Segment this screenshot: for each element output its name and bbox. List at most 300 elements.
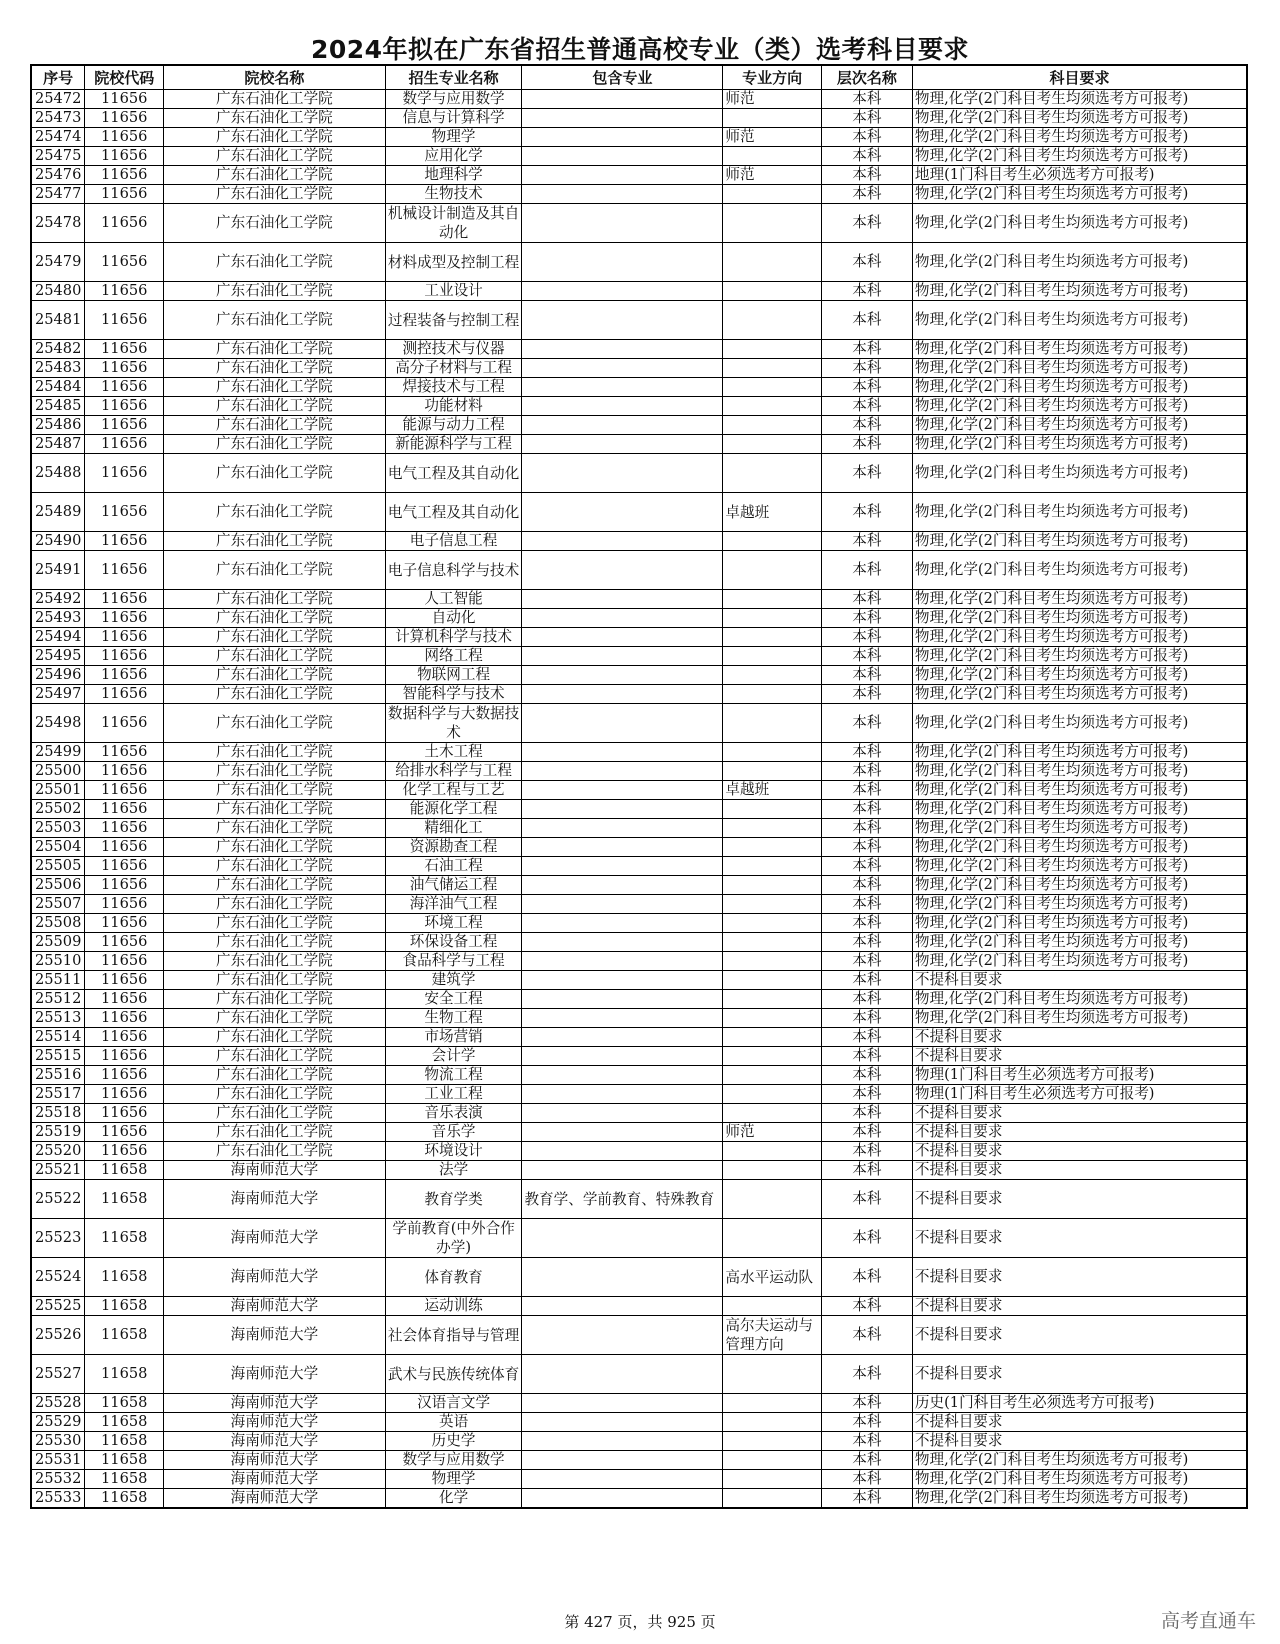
- col-header-direction: 专业方向: [723, 65, 821, 90]
- cell-direction: [723, 147, 821, 166]
- table-row: [31, 454, 1247, 493]
- cell-included-majors: [522, 666, 723, 685]
- table-row: [31, 647, 1247, 666]
- subject-requirement-text: 物理,化学(2门科目考生均须选考方可报考): [914, 503, 1189, 520]
- cell-direction: [723, 1297, 821, 1316]
- subject-requirement-text: 不提科目要求: [914, 1123, 1003, 1140]
- cell-level: 本科: [821, 1394, 912, 1413]
- cell-seq: 25502: [31, 800, 85, 819]
- subject-requirement-text: 不提科目要求: [914, 1142, 1003, 1159]
- cell-seq: 25495: [31, 647, 85, 666]
- cell-school-name: 广东石油化工学院: [164, 147, 386, 166]
- cell-included-majors: [522, 90, 723, 109]
- table-row: [31, 1028, 1247, 1047]
- cell-seq: 25500: [31, 762, 85, 781]
- cell-seq: 25475: [31, 147, 85, 166]
- cell-included-majors: [522, 1085, 723, 1104]
- table-row: [31, 1297, 1247, 1316]
- cell-subject-req: [912, 1451, 1247, 1470]
- cell-direction: [723, 301, 821, 340]
- cell-major-name: 地理科学: [385, 166, 522, 185]
- table-row: [31, 1104, 1247, 1123]
- subject-requirement-text: 物理,化学(2门科目考生均须选考方可报考): [914, 282, 1189, 299]
- cell-included-majors: [522, 838, 723, 857]
- subject-requirement-text: 物理,化学(2门科目考生均须选考方可报考): [914, 647, 1189, 664]
- subject-requirement-text: 不提科目要求: [914, 1365, 1003, 1382]
- cell-included-majors: [522, 971, 723, 990]
- cell-level: 本科: [821, 454, 912, 493]
- cell-seq: 25487: [31, 435, 85, 454]
- cell-included-majors: [522, 990, 723, 1009]
- cell-subject-req: [912, 416, 1247, 435]
- cell-subject-req: [912, 590, 1247, 609]
- cell-seq: 25514: [31, 1028, 85, 1047]
- cell-school-name: 广东石油化工学院: [164, 416, 386, 435]
- cell-subject-req: [912, 1413, 1247, 1432]
- cell-major-name: 电子信息工程: [385, 532, 522, 551]
- cell-school-name: 广东石油化工学院: [164, 1104, 386, 1123]
- cell-subject-req: [912, 781, 1247, 800]
- subject-requirement-text: 物理,化学(2门科目考生均须选考方可报考): [914, 340, 1189, 357]
- table-row: [31, 532, 1247, 551]
- cell-included-majors: [522, 952, 723, 971]
- cell-subject-req: [912, 1394, 1247, 1413]
- subject-requirement-text: 物理,化学(2门科目考生均须选考方可报考): [914, 857, 1189, 874]
- table-row: [31, 1413, 1247, 1432]
- cell-included-majors: [522, 933, 723, 952]
- cell-level: 本科: [821, 1161, 912, 1180]
- table-row: [31, 1316, 1247, 1355]
- cell-school-name: 广东石油化工学院: [164, 532, 386, 551]
- cell-subject-req: [912, 838, 1247, 857]
- cell-included-majors: [522, 1009, 723, 1028]
- cell-included-majors: [522, 1432, 723, 1451]
- cell-major-name: 电气工程及其自动化: [385, 493, 522, 532]
- cell-school-code: 11658: [85, 1219, 164, 1258]
- cell-seq: 25519: [31, 1123, 85, 1142]
- cell-subject-req: [912, 609, 1247, 628]
- cell-school-name: 广东石油化工学院: [164, 397, 386, 416]
- cell-subject-req: [912, 819, 1247, 838]
- cell-included-majors: [522, 454, 723, 493]
- cell-school-code: 11656: [85, 243, 164, 282]
- cell-school-name: 广东石油化工学院: [164, 704, 386, 743]
- cell-subject-req: [912, 128, 1247, 147]
- cell-major-name: 油气储运工程: [385, 876, 522, 895]
- subject-requirement-text: 物理,化学(2门科目考生均须选考方可报考): [914, 416, 1189, 433]
- cell-direction: [723, 551, 821, 590]
- cell-school-name: 广东石油化工学院: [164, 185, 386, 204]
- cell-included-majors: [522, 204, 723, 243]
- cell-school-code: 11656: [85, 743, 164, 762]
- table-row: [31, 1432, 1247, 1451]
- table-row: [31, 819, 1247, 838]
- cell-direction: [723, 1432, 821, 1451]
- requirements-table: [30, 64, 1248, 1509]
- cell-major-name: 应用化学: [385, 147, 522, 166]
- cell-school-code: 11656: [85, 800, 164, 819]
- subject-requirement-text: 不提科目要求: [914, 1047, 1003, 1064]
- cell-level: 本科: [821, 1085, 912, 1104]
- cell-major-name: 过程装备与控制工程: [385, 301, 522, 340]
- cell-major-name: 物理学: [385, 128, 522, 147]
- col-header-level: 层次名称: [821, 65, 912, 90]
- cell-major-name: 教育学类: [385, 1180, 522, 1219]
- cell-major-name: 石油工程: [385, 857, 522, 876]
- cell-seq: 25494: [31, 628, 85, 647]
- cell-included-majors: [522, 493, 723, 532]
- cell-direction: [723, 1104, 821, 1123]
- cell-level: 本科: [821, 971, 912, 990]
- table-row: [31, 876, 1247, 895]
- cell-seq: 25498: [31, 704, 85, 743]
- cell-school-code: 11656: [85, 933, 164, 952]
- cell-subject-req: [912, 1142, 1247, 1161]
- cell-direction: [723, 1142, 821, 1161]
- cell-included-majors: [522, 1028, 723, 1047]
- cell-school-name: 广东石油化工学院: [164, 378, 386, 397]
- cell-seq: 25472: [31, 90, 85, 109]
- cell-direction: 高水平运动队: [723, 1258, 821, 1297]
- subject-requirement-text: 物理,化学(2门科目考生均须选考方可报考): [914, 685, 1189, 702]
- cell-level: 本科: [821, 1316, 912, 1355]
- cell-subject-req: [912, 147, 1247, 166]
- cell-school-name: 广东石油化工学院: [164, 628, 386, 647]
- cell-subject-req: [912, 857, 1247, 876]
- cell-included-majors: [522, 166, 723, 185]
- cell-seq: 25524: [31, 1258, 85, 1297]
- cell-school-code: 11656: [85, 397, 164, 416]
- cell-school-code: 11656: [85, 1066, 164, 1085]
- cell-school-name: 广东石油化工学院: [164, 838, 386, 857]
- cell-school-code: 11656: [85, 1009, 164, 1028]
- cell-subject-req: [912, 1316, 1247, 1355]
- cell-subject-req: [912, 243, 1247, 282]
- cell-seq: 25480: [31, 282, 85, 301]
- cell-school-code: 11656: [85, 493, 164, 532]
- cell-school-name: 广东石油化工学院: [164, 895, 386, 914]
- cell-seq: 25523: [31, 1219, 85, 1258]
- subject-requirement-text: 物理,化学(2门科目考生均须选考方可报考): [914, 590, 1189, 607]
- cell-included-majors: [522, 1123, 723, 1142]
- cell-level: 本科: [821, 493, 912, 532]
- cell-seq: 25496: [31, 666, 85, 685]
- cell-major-name: 精细化工: [385, 819, 522, 838]
- cell-school-code: 11656: [85, 1142, 164, 1161]
- cell-seq: 25473: [31, 109, 85, 128]
- cell-school-code: 11656: [85, 990, 164, 1009]
- cell-seq: 25520: [31, 1142, 85, 1161]
- cell-major-name: 数学与应用数学: [385, 1451, 522, 1470]
- table-row: [31, 435, 1247, 454]
- cell-direction: [723, 895, 821, 914]
- table-row: [31, 1142, 1247, 1161]
- page-footer: 第 427 页，共 925 页: [564, 1613, 716, 1631]
- cell-school-code: 11656: [85, 838, 164, 857]
- cell-direction: [723, 933, 821, 952]
- table-row: [31, 590, 1247, 609]
- cell-seq: 25518: [31, 1104, 85, 1123]
- cell-subject-req: [912, 914, 1247, 933]
- cell-school-code: 11656: [85, 359, 164, 378]
- cell-direction: [723, 1489, 821, 1509]
- cell-included-majors: [522, 609, 723, 628]
- cell-level: 本科: [821, 628, 912, 647]
- cell-school-name: 广东石油化工学院: [164, 1066, 386, 1085]
- table-row: [31, 685, 1247, 704]
- subject-requirement-text: 物理,化学(2门科目考生均须选考方可报考): [914, 147, 1189, 164]
- cell-seq: 25530: [31, 1432, 85, 1451]
- col-header-seq: 序号: [31, 65, 85, 90]
- subject-requirement-text: 物理,化学(2门科目考生均须选考方可报考): [914, 876, 1189, 893]
- cell-seq: 25525: [31, 1297, 85, 1316]
- cell-direction: [723, 1219, 821, 1258]
- cell-level: 本科: [821, 590, 912, 609]
- cell-seq: 25511: [31, 971, 85, 990]
- table-row: [31, 1355, 1247, 1394]
- cell-included-majors: [522, 1451, 723, 1470]
- cell-major-name: 生物技术: [385, 185, 522, 204]
- cell-direction: [723, 857, 821, 876]
- cell-direction: [723, 340, 821, 359]
- cell-seq: 25528: [31, 1394, 85, 1413]
- cell-school-code: 11656: [85, 1085, 164, 1104]
- cell-included-majors: [522, 551, 723, 590]
- cell-seq: 25515: [31, 1047, 85, 1066]
- table-row: [31, 90, 1247, 109]
- cell-school-name: 广东石油化工学院: [164, 876, 386, 895]
- cell-school-code: 11658: [85, 1316, 164, 1355]
- cell-seq: 25507: [31, 895, 85, 914]
- cell-subject-req: [912, 1047, 1247, 1066]
- cell-included-majors: [522, 1489, 723, 1509]
- cell-school-name: 海南师范大学: [164, 1394, 386, 1413]
- cell-school-code: 11658: [85, 1258, 164, 1297]
- cell-school-name: 广东石油化工学院: [164, 590, 386, 609]
- cell-level: 本科: [821, 435, 912, 454]
- table-row: [31, 1047, 1247, 1066]
- cell-major-name: 法学: [385, 1161, 522, 1180]
- cell-direction: [723, 359, 821, 378]
- subject-requirement-text: 物理,化学(2门科目考生均须选考方可报考): [914, 109, 1189, 126]
- cell-seq: 25486: [31, 416, 85, 435]
- cell-school-code: 11656: [85, 1123, 164, 1142]
- table-row: [31, 340, 1247, 359]
- cell-school-code: 11656: [85, 282, 164, 301]
- cell-school-code: 11656: [85, 857, 164, 876]
- cell-seq: 25504: [31, 838, 85, 857]
- cell-level: 本科: [821, 1219, 912, 1258]
- cell-included-majors: [522, 397, 723, 416]
- cell-included-majors: [522, 1316, 723, 1355]
- cell-seq: 25497: [31, 685, 85, 704]
- cell-direction: [723, 590, 821, 609]
- subject-requirement-text: 物理,化学(2门科目考生均须选考方可报考): [914, 666, 1189, 683]
- cell-subject-req: [912, 800, 1247, 819]
- subject-requirement-text: 物理,化学(2门科目考生均须选考方可报考): [914, 1451, 1189, 1468]
- cell-level: 本科: [821, 532, 912, 551]
- cell-school-name: 广东石油化工学院: [164, 204, 386, 243]
- cell-school-code: 11656: [85, 378, 164, 397]
- cell-major-name: 新能源科学与工程: [385, 435, 522, 454]
- cell-major-name: 音乐表演: [385, 1104, 522, 1123]
- subject-requirement-text: 物理,化学(2门科目考生均须选考方可报考): [914, 895, 1189, 912]
- subject-requirement-text: 物理,化学(2门科目考生均须选考方可报考): [914, 990, 1189, 1007]
- cell-level: 本科: [821, 243, 912, 282]
- cell-direction: [723, 990, 821, 1009]
- cell-major-name: 计算机科学与技术: [385, 628, 522, 647]
- subject-requirement-text: 物理,化学(2门科目考生均须选考方可报考): [914, 628, 1189, 645]
- cell-school-name: 广东石油化工学院: [164, 857, 386, 876]
- cell-school-code: 11656: [85, 1047, 164, 1066]
- cell-school-name: 广东石油化工学院: [164, 762, 386, 781]
- cell-subject-req: [912, 1028, 1247, 1047]
- cell-school-name: 广东石油化工学院: [164, 1123, 386, 1142]
- cell-school-code: 11658: [85, 1355, 164, 1394]
- cell-subject-req: [912, 359, 1247, 378]
- cell-level: 本科: [821, 800, 912, 819]
- cell-included-majors: [522, 876, 723, 895]
- cell-seq: 25484: [31, 378, 85, 397]
- cell-level: 本科: [821, 147, 912, 166]
- cell-school-name: 海南师范大学: [164, 1180, 386, 1219]
- cell-school-code: 11656: [85, 609, 164, 628]
- subject-requirement-text: 不提科目要求: [914, 1413, 1003, 1430]
- cell-subject-req: [912, 895, 1247, 914]
- table-row: [31, 1394, 1247, 1413]
- subject-requirement-text: 不提科目要求: [914, 971, 1003, 988]
- cell-level: 本科: [821, 1104, 912, 1123]
- cell-major-name: 网络工程: [385, 647, 522, 666]
- cell-subject-req: [912, 90, 1247, 109]
- cell-subject-req: [912, 109, 1247, 128]
- cell-direction: [723, 743, 821, 762]
- cell-level: 本科: [821, 378, 912, 397]
- cell-school-code: 11656: [85, 647, 164, 666]
- cell-school-name: 广东石油化工学院: [164, 952, 386, 971]
- table-row: [31, 1470, 1247, 1489]
- cell-school-code: 11656: [85, 301, 164, 340]
- cell-included-majors: [522, 282, 723, 301]
- subject-requirement-text: 不提科目要求: [914, 1326, 1003, 1343]
- cell-major-name: 土木工程: [385, 743, 522, 762]
- cell-level: 本科: [821, 762, 912, 781]
- cell-level: 本科: [821, 1009, 912, 1028]
- table-row: [31, 609, 1247, 628]
- cell-level: 本科: [821, 647, 912, 666]
- cell-level: 本科: [821, 781, 912, 800]
- cell-major-name: 智能科学与技术: [385, 685, 522, 704]
- cell-included-majors: [522, 857, 723, 876]
- cell-major-name: 英语: [385, 1413, 522, 1432]
- cell-level: 本科: [821, 397, 912, 416]
- cell-included-majors: [522, 1394, 723, 1413]
- cell-direction: 卓越班: [723, 781, 821, 800]
- cell-direction: [723, 1413, 821, 1432]
- cell-level: 本科: [821, 301, 912, 340]
- cell-school-name: 广东石油化工学院: [164, 282, 386, 301]
- cell-subject-req: [912, 1123, 1247, 1142]
- cell-school-code: 11656: [85, 666, 164, 685]
- cell-included-majors: [522, 1047, 723, 1066]
- cell-seq: 25529: [31, 1413, 85, 1432]
- cell-school-code: 11656: [85, 914, 164, 933]
- table-row: [31, 762, 1247, 781]
- cell-subject-req: [912, 493, 1247, 532]
- cell-subject-req: [912, 1161, 1247, 1180]
- cell-school-name: 广东石油化工学院: [164, 340, 386, 359]
- cell-subject-req: [912, 876, 1247, 895]
- cell-school-code: 11658: [85, 1451, 164, 1470]
- cell-subject-req: [912, 1104, 1247, 1123]
- cell-major-name: 食品科学与工程: [385, 952, 522, 971]
- cell-direction: 师范: [723, 166, 821, 185]
- cell-subject-req: [912, 1470, 1247, 1489]
- cell-major-name: 数学与应用数学: [385, 90, 522, 109]
- cell-subject-req: [912, 990, 1247, 1009]
- cell-major-name: 化学工程与工艺: [385, 781, 522, 800]
- cell-level: 本科: [821, 990, 912, 1009]
- subject-requirement-text: 物理,化学(2门科目考生均须选考方可报考): [914, 762, 1189, 779]
- subject-requirement-text: 历史(1门科目考生必须选考方可报考): [914, 1394, 1155, 1411]
- subject-requirement-text: 物理,化学(2门科目考生均须选考方可报考): [914, 378, 1189, 395]
- subject-requirement-text: 物理(1门科目考生必须选考方可报考): [914, 1085, 1155, 1102]
- subject-requirement-text: 物理,化学(2门科目考生均须选考方可报考): [914, 714, 1189, 731]
- cell-major-name: 生物工程: [385, 1009, 522, 1028]
- subject-requirement-text: 物理,化学(2门科目考生均须选考方可报考): [914, 819, 1189, 836]
- subject-requirement-text: 物理,化学(2门科目考生均须选考方可报考): [914, 743, 1189, 760]
- cell-included-majors: [522, 704, 723, 743]
- cell-direction: 师范: [723, 90, 821, 109]
- cell-seq: 25476: [31, 166, 85, 185]
- cell-school-code: 11658: [85, 1180, 164, 1219]
- cell-school-name: 广东石油化工学院: [164, 551, 386, 590]
- cell-level: 本科: [821, 876, 912, 895]
- cell-school-name: 广东石油化工学院: [164, 647, 386, 666]
- cell-school-name: 广东石油化工学院: [164, 685, 386, 704]
- cell-level: 本科: [821, 551, 912, 590]
- cell-school-name: 海南师范大学: [164, 1355, 386, 1394]
- page-title: 2024年拟在广东省招生普通高校专业（类）选考科目要求: [310, 35, 970, 64]
- col-header-included-majors: 包含专业: [522, 65, 723, 90]
- cell-school-code: 11656: [85, 895, 164, 914]
- table-row: [31, 1219, 1247, 1258]
- cell-level: 本科: [821, 1258, 912, 1297]
- cell-major-name: 能源与动力工程: [385, 416, 522, 435]
- table-row: [31, 781, 1247, 800]
- cell-subject-req: [912, 666, 1247, 685]
- cell-seq: 25503: [31, 819, 85, 838]
- cell-subject-req: [912, 1085, 1247, 1104]
- cell-included-majors: [522, 128, 723, 147]
- cell-subject-req: [912, 340, 1247, 359]
- cell-school-code: 11656: [85, 147, 164, 166]
- cell-level: 本科: [821, 1489, 912, 1509]
- cell-school-name: 广东石油化工学院: [164, 493, 386, 532]
- cell-subject-req: [912, 1432, 1247, 1451]
- table-row: [31, 838, 1247, 857]
- cell-level: 本科: [821, 666, 912, 685]
- cell-school-name: 广东石油化工学院: [164, 781, 386, 800]
- cell-major-name: 音乐学: [385, 1123, 522, 1142]
- cell-school-code: 11656: [85, 204, 164, 243]
- cell-subject-req: [912, 704, 1247, 743]
- cell-direction: [723, 952, 821, 971]
- cell-major-name: 会计学: [385, 1047, 522, 1066]
- cell-school-name: 广东石油化工学院: [164, 243, 386, 282]
- cell-school-code: 11656: [85, 166, 164, 185]
- cell-level: 本科: [821, 416, 912, 435]
